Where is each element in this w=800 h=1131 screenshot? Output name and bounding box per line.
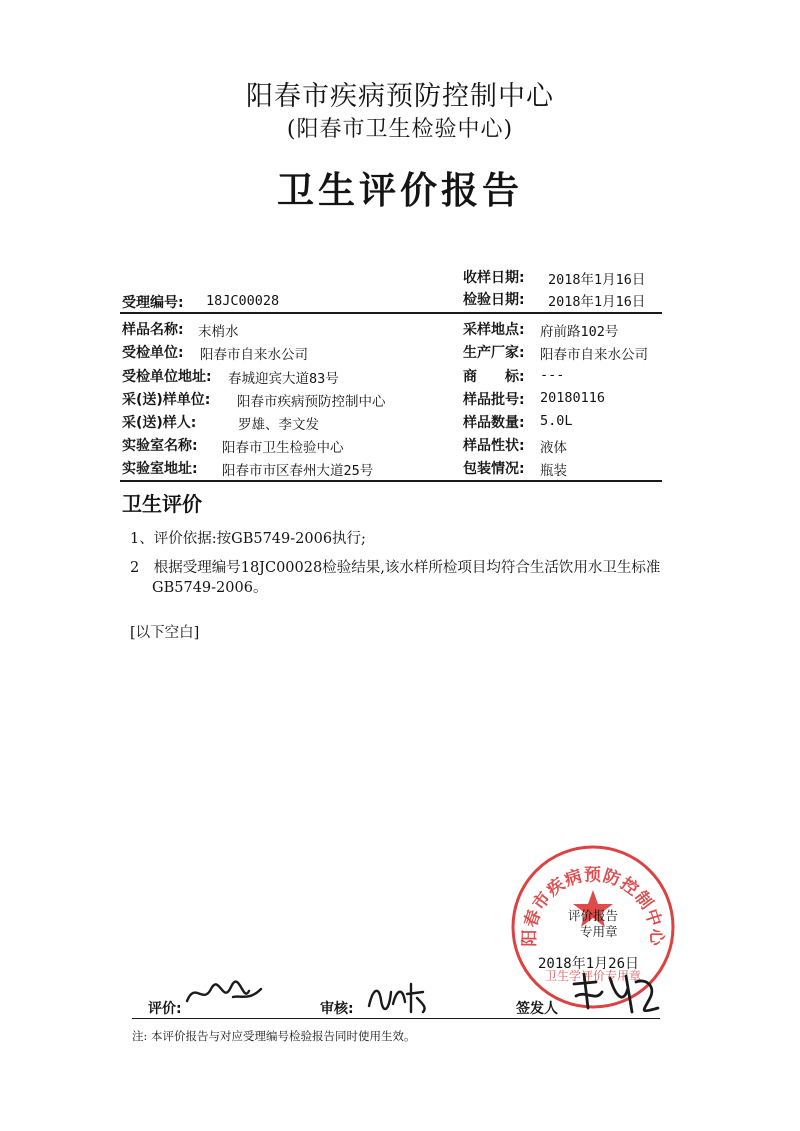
issuer-label: 签发人 [516, 1001, 558, 1017]
batch-no-value: 20180116 [540, 390, 606, 406]
sampling-site-value: 府前路102号 [540, 324, 619, 340]
lab-name-value: 阳春市卫生检验中心 [222, 440, 344, 456]
inspected-unit-label: 受检单位: [122, 345, 184, 361]
seal-date: 2018年1月26日 [538, 956, 640, 972]
manufacturer-value: 阳春市自来水公司 [540, 347, 648, 363]
top-rule [120, 312, 662, 314]
evaluator-signature [183, 975, 268, 1020]
evaluation-heading: 卫生评价 [122, 492, 202, 516]
sampling-unit-value: 阳春市疾病预防控制中心 [237, 394, 386, 410]
sample-quantity-label: 样品数量: [463, 415, 525, 431]
sampling-unit-label: 采(送)样单位: [122, 392, 211, 408]
sample-quantity-value: 5.0L [540, 413, 573, 429]
sample-name-label: 样品名称: [122, 322, 184, 338]
seal-bottom-text: 卫生学评价专用章 [544, 969, 642, 983]
evaluator-label: 评价: [148, 1001, 182, 1017]
signature-rule [132, 1018, 660, 1019]
evaluation-item-1: 1、评价依据:按GB5749-2006执行; [130, 531, 366, 547]
sampling-site-label: 采样地点: [463, 322, 525, 338]
report-title: 卫生评价报告 [277, 168, 523, 212]
evaluation-item-2: 2 根据受理编号18JC00028检验结果,该水样所检项目均符合生活饮用水卫生标准 [130, 560, 661, 576]
receive-date-label: 收样日期: [463, 270, 525, 286]
packaging-value: 瓶装 [540, 463, 567, 479]
sample-state-label: 样品性状: [463, 438, 525, 454]
reviewer-label: 审核: [320, 1001, 354, 1017]
manufacturer-label: 生产厂家: [463, 345, 525, 361]
sample-state-value: 液体 [540, 440, 567, 456]
inspected-address-value: 春城迎宾大道83号 [228, 371, 339, 387]
issuer-signature [566, 968, 666, 1023]
org-subtitle: (阳春市卫生检验中心) [286, 117, 514, 142]
seal-ring-text: 阳春市疾病预防控制中心 [519, 865, 667, 947]
blank-note: [以下空白] [130, 625, 200, 641]
acceptance-no-value: 18JC00028 [206, 293, 280, 309]
sample-name-value: 末梢水 [198, 324, 239, 340]
lab-address-label: 实验室地址: [122, 461, 198, 477]
trademark-value: --- [540, 367, 565, 383]
receive-date-value: 2018年1月16日 [548, 272, 646, 288]
trademark-label: 商 标: [463, 369, 525, 385]
table-bottom-rule [120, 480, 662, 482]
sampler-label: 采(送)样人: [122, 415, 197, 431]
seal-center-line-2: 专用章 [580, 924, 618, 939]
lab-address-value: 阳春市市区春州大道25号 [222, 463, 374, 479]
reviewer-signature [363, 978, 433, 1020]
org-name: 阳春市疾病预防控制中心 [246, 81, 554, 112]
seal-center-line-1: 评价报告 [568, 908, 619, 923]
lab-name-label: 实验室名称: [122, 438, 198, 454]
inspected-address-label: 受检单位地址: [122, 369, 212, 385]
sampler-value: 罗雄、李文发 [238, 417, 319, 433]
acceptance-no-label: 受理编号: [122, 295, 184, 311]
evaluation-item-2-cont: GB5749-2006。 [152, 580, 268, 596]
batch-no-label: 样品批号: [463, 392, 525, 408]
test-date-label: 检验日期: [463, 292, 525, 308]
inspected-unit-value: 阳春市自来水公司 [200, 347, 308, 363]
packaging-label: 包装情况: [463, 461, 525, 477]
footnote: 注: 本评价报告与对应受理编号检验报告同时使用生效。 [132, 1029, 416, 1043]
test-date-value: 2018年1月16日 [548, 294, 646, 310]
